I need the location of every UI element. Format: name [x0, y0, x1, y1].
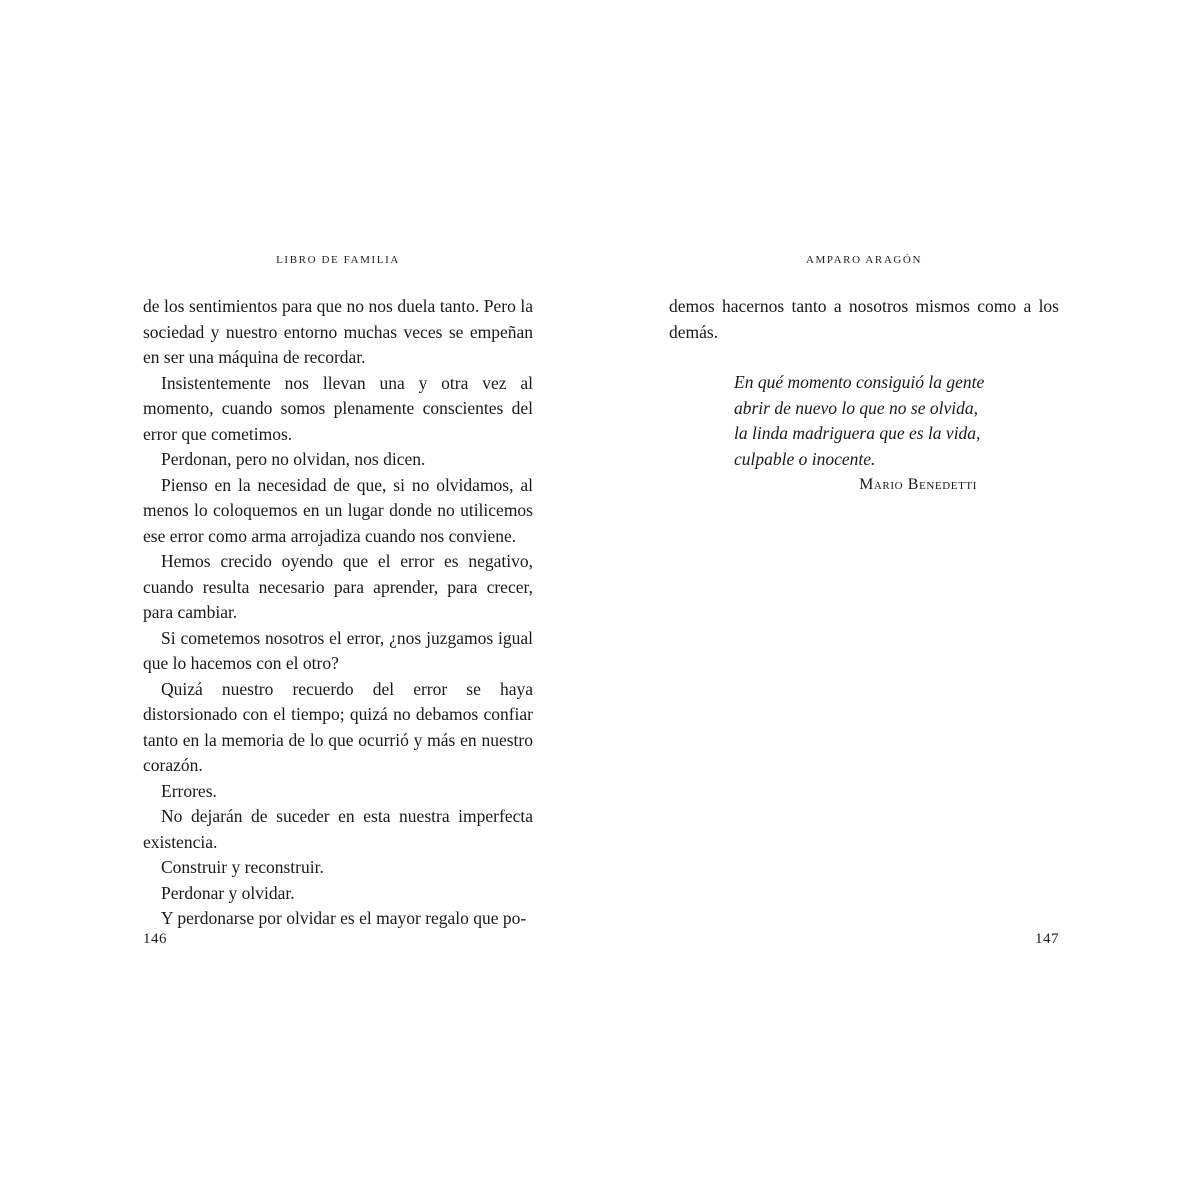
paragraph: de los sentimientos para que no nos duela tanto. Pero la sociedad y nuestro entorno muchas veces se empeñan en ser una máquina de recordar. [143, 296, 533, 367]
left-page [143, 0, 533, 1200]
paragraph: demos hacernos tanto a nosotros mismos como a los demás. [669, 296, 1059, 342]
paragraph: No dejarán de suceder en esta nuestra imperfecta existencia. [143, 806, 533, 852]
right-page-text [669, 294, 1059, 345]
poem-verse: abrir de nuevo lo que no se olvida, [734, 397, 978, 418]
paragraph: Hemos crecido oyendo que el error es negativo, cuando resulta necesario para aprender, para crecer, para cambiar. [143, 551, 533, 622]
poem-quote [734, 370, 985, 498]
paragraph: Perdonan, pero no olvidan, nos dicen. [161, 449, 426, 469]
running-head-author: AMPARO ARAGÓN [805, 254, 923, 266]
paragraph: Si cometemos nosotros el error, ¿nos juzgamos igual que lo hacemos con el otro? [143, 627, 533, 673]
poem-verse: En qué momento consiguió la gente [734, 372, 985, 392]
paragraph: Quizá nuestro recuerdo del error se haya distorsionado con el tiempo; quizá no debamos confiar tanto en la memoria de lo que ocurrió y más en nuestro corazón. [143, 678, 533, 775]
right-page [669, 0, 1059, 1200]
paragraph: Pienso en la necesidad de que, si no olvidamos, al menos lo coloquemos en un lugar donde no utilicemos ese error como arma arrojadiza cuando nos conviene. [143, 474, 533, 546]
paragraph: Perdonar y olvidar. [161, 882, 295, 903]
page-number: 146 [143, 931, 167, 947]
left-page-text [143, 294, 533, 932]
paragraph: Errores. [161, 780, 217, 801]
poem-verse: la linda madriguera que es la vida, [734, 423, 981, 443]
poem-verse: culpable o inocente. [734, 448, 876, 469]
paragraph: Construir y reconstruir. [161, 857, 324, 877]
running-head-book-title: LIBRO DE FAMILIA [276, 254, 400, 266]
page-number: 147 [1035, 931, 1059, 947]
poem-author: Mario Benedetti [859, 476, 977, 493]
paragraph: Insistentemente nos llevan una y otra vez al momento, cuando somos plenamente conscientes del error que cometimos. [143, 372, 533, 444]
paragraph: Y perdonarse por olvidar es el mayor regalo que po- [161, 908, 527, 928]
